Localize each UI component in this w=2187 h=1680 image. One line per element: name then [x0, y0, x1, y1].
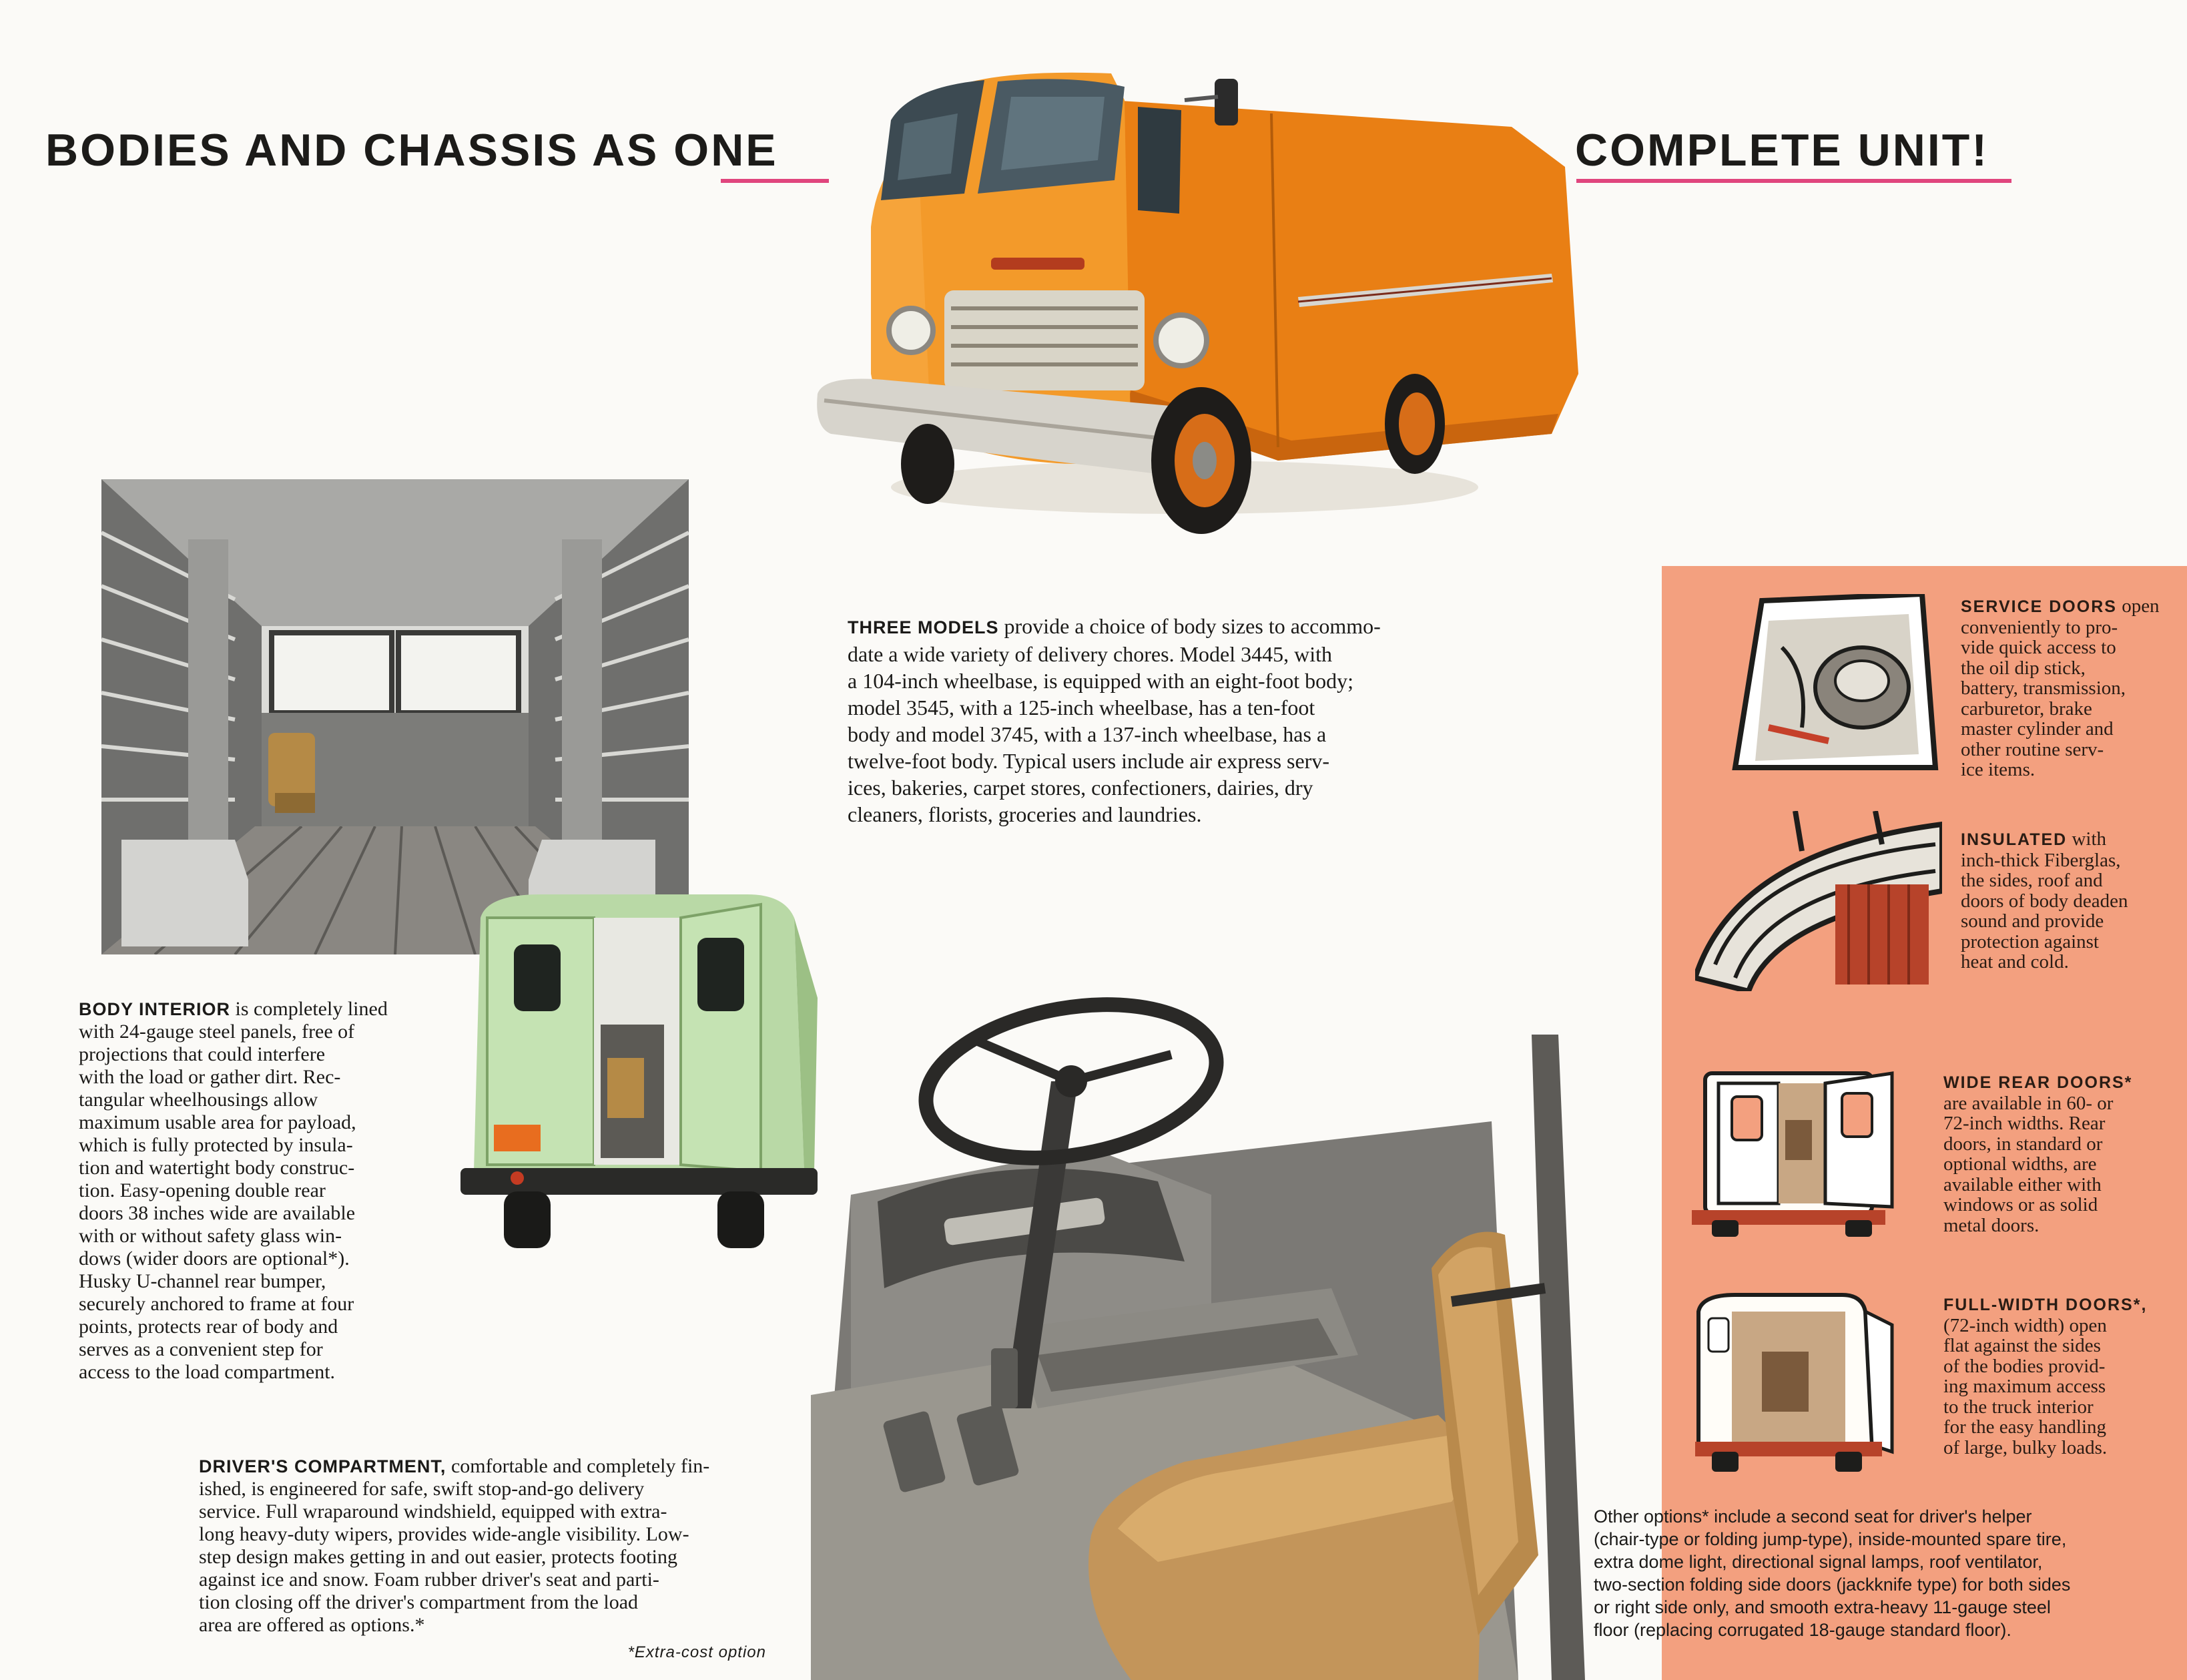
body-interior-line: doors 38 inches wide are available: [79, 1202, 356, 1224]
drivers-compartment-line: area are offered as options.*: [199, 1614, 425, 1636]
three-models-line: twelve-foot body. Typical users include air express serv-: [848, 749, 1329, 773]
service-doors-lead: SERVICE DOORS: [1961, 597, 2117, 616]
three-models-line: provide a choice of body sizes to accommo-: [1004, 614, 1381, 638]
feature-line: are available in 60- or: [1943, 1092, 2114, 1114]
headline-right-underline: [1576, 179, 2011, 183]
feature-line: battery, transmission,: [1961, 677, 2126, 699]
feature-line: master cylinder and: [1961, 718, 2114, 740]
full-width-doors-text: [1943, 1295, 2160, 1458]
body-interior-line: Husky U-channel rear bumper,: [79, 1270, 326, 1292]
feature-line: conveniently to pro-: [1961, 616, 2118, 638]
feature-line: carburetor, brake: [1961, 697, 2092, 720]
three-models-line: a 104-inch wheelbase, is equipped with an eight-foot body;: [848, 669, 1354, 693]
feature-line: flat against the sides: [1943, 1335, 2101, 1356]
headline-right: COMPLETE UNIT!: [1575, 125, 1989, 176]
drivers-compartment-lead: DRIVER'S COMPARTMENT,: [199, 1456, 446, 1476]
insulated-lead: INSULATED: [1961, 830, 2068, 849]
green-van-rear-doors-illustration: [460, 891, 818, 1251]
three-models-line: cleaners, florists, groceries and laundries.: [848, 802, 1202, 826]
body-interior-line: is completely lined: [235, 998, 388, 1020]
body-interior-line: projections that could interfere: [79, 1043, 326, 1065]
other-options-paragraph: [1594, 1505, 2161, 1641]
other-options-line: extra dome light, directional signal lamps, roof ventilator,: [1594, 1552, 2043, 1572]
three-models-line: ices, bakeries, carpet stores, confectioners, dairies, dry: [848, 776, 1313, 800]
feature-line: ice items.: [1961, 759, 2036, 780]
feature-line: 72-inch widths. Rear: [1943, 1113, 2106, 1134]
orange-step-van-illustration: [811, 60, 1585, 554]
feature-line: open: [2122, 595, 2160, 617]
drivers-compartment-line: long heavy-duty wipers, provides wide-angle visibility. Low-: [199, 1523, 689, 1545]
feature-line: doors of body deaden: [1961, 890, 2128, 912]
wide-rear-doors-text: [1943, 1073, 2160, 1235]
body-interior-line: tion. Easy-opening double rear: [79, 1179, 326, 1201]
drivers-compartment-line: service. Full wraparound windshield, equipped with extra-: [199, 1500, 667, 1522]
feature-line: inch-thick Fiberglas,: [1961, 849, 2121, 871]
three-models-paragraph: [848, 613, 1514, 828]
feature-line: optional widths, are: [1943, 1153, 2097, 1175]
feature-line: available either with: [1943, 1173, 2102, 1195]
drivers-compartment-paragraph: [199, 1455, 766, 1662]
feature-line: (72-inch width) open: [1943, 1314, 2107, 1336]
insulated-text: [1961, 829, 2160, 972]
body-interior-line: which is fully protected by insula-: [79, 1134, 353, 1156]
feature-line: sound and provide: [1961, 910, 2104, 932]
feature-line: doors, in standard or: [1943, 1133, 2103, 1155]
drivers-compartment-line: against ice and snow. Foam rubber driver's seat and parti-: [199, 1569, 659, 1591]
feature-line: of the bodies provid-: [1943, 1355, 2106, 1377]
feature-line: ing maximum access: [1943, 1376, 2106, 1397]
body-interior-lead: BODY INTERIOR: [79, 999, 231, 1019]
drivers-compartment-line: ished, is engineered for safe, swift stop-and-go delivery: [199, 1478, 645, 1500]
full-width-doors-illustration: [1695, 1292, 1895, 1475]
service-doors-illustration: [1722, 594, 1942, 774]
feature-line: the oil dip stick,: [1961, 657, 2086, 679]
insulation-illustration: [1695, 811, 1942, 991]
other-options-line: Other options* include a second seat for driver's helper: [1594, 1506, 2032, 1526]
other-options-line: (chair-type or folding jump-type), inside-mounted spare tire,: [1594, 1529, 2067, 1549]
body-interior-line: maximum usable area for payload,: [79, 1111, 356, 1133]
body-interior-line: dows (wider doors are optional*).: [79, 1247, 350, 1270]
feature-line: protection against: [1961, 930, 2099, 952]
feature-line: heat and cold.: [1961, 951, 2069, 972]
three-models-lead: THREE MODELS: [848, 617, 999, 637]
other-options-line: two-section folding side doors (jackknife type) for both sides: [1594, 1575, 2071, 1595]
other-options-line: or right side only, and smooth extra-heavy 11-gauge steel: [1594, 1597, 2051, 1617]
feature-line: to the truck interior: [1943, 1396, 2094, 1418]
body-interior-line: with or without safety glass win-: [79, 1225, 342, 1247]
feature-line: metal doors.: [1943, 1214, 2040, 1236]
feature-line: of large, bulky loads.: [1943, 1436, 2108, 1458]
wide-rear-doors-illustration: [1692, 1067, 1909, 1237]
body-interior-line: tion and watertight body construc-: [79, 1157, 355, 1179]
driver-compartment-illustration: [811, 981, 1625, 1680]
cargo-body-interior-illustration: [101, 479, 689, 954]
body-interior-line: with the load or gather dirt. Rec-: [79, 1066, 341, 1088]
headline-left: BODIES AND CHASSIS AS ONE: [45, 125, 778, 176]
feature-line: with: [2072, 828, 2107, 850]
body-interior-line: access to the load compartment.: [79, 1361, 336, 1383]
full-width-doors-lead: FULL-WIDTH DOORS*,: [1943, 1296, 2148, 1314]
feature-line: other routine serv-: [1961, 738, 2104, 760]
service-doors-text: [1961, 596, 2160, 780]
three-models-line: body and model 3745, with a 137-inch wheelbase, has a: [848, 722, 1327, 746]
other-options-line: floor (replacing corrugated 18-gauge standard floor).: [1594, 1620, 2011, 1640]
body-interior-line: tangular wheelhousings allow: [79, 1089, 318, 1111]
feature-line: windows or as solid: [1943, 1194, 2098, 1215]
feature-line: vide quick access to: [1961, 637, 2116, 658]
feature-line: for the easy handling: [1943, 1416, 2107, 1438]
body-interior-line: serves as a convenient step for: [79, 1338, 323, 1360]
drivers-compartment-line: step design makes getting in and out easier, protects footing: [199, 1546, 677, 1568]
drivers-compartment-line: tion closing off the driver's compartment from the load: [199, 1591, 639, 1613]
feature-line: the sides, roof and: [1961, 870, 2103, 891]
drivers-compartment-line: comfortable and completely fin-: [450, 1455, 710, 1477]
extra-cost-footnote: *Extra-cost option: [627, 1643, 766, 1661]
body-interior-line: with 24-gauge steel panels, free of: [79, 1021, 355, 1043]
three-models-line: date a wide variety of delivery chores. Model 3445, with: [848, 642, 1332, 666]
body-interior-line: securely anchored to frame at four: [79, 1293, 354, 1315]
body-interior-paragraph: [79, 998, 412, 1384]
body-interior-line: points, protects rear of body and: [79, 1316, 338, 1338]
three-models-line: model 3545, with a 125-inch wheelbase, has a ten-foot: [848, 695, 1315, 720]
wide-rear-doors-lead: WIDE REAR DOORS*: [1943, 1073, 2133, 1092]
